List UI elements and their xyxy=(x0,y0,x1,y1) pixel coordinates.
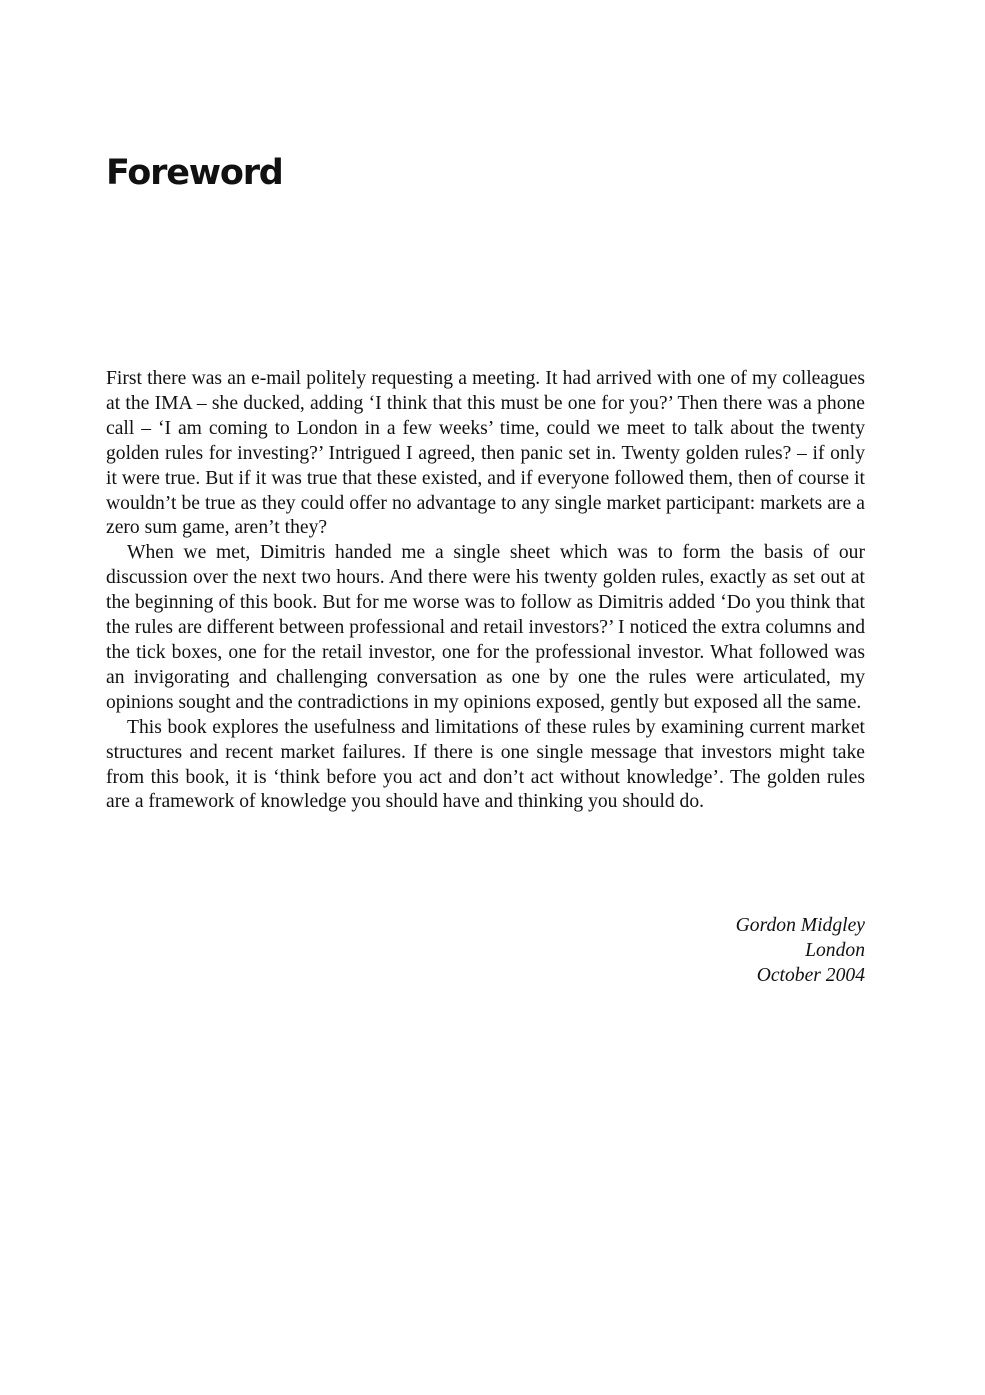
signature-date: October 2004 xyxy=(756,964,865,986)
foreword-body xyxy=(106,367,865,815)
paragraph: When we met, Dimitris handed me a single sheet which was to form the basis of our discussion over the next two hours. And there were his twenty golden rules, exactly as set out at the beginning of this book. But for me worse was to follow as Dimitris added ‘Do you think that the rules are different between professional and retail investors?’ I noticed the extra columns and the tick boxes, one for the retail investor, one for the professional investor. What followed was an invigorating and challenging conversation as one by one the rules were articulated, my opinions sought and the contradictions in my opinions exposed, gently but exposed all the same. xyxy=(106,542,865,713)
paragraph: This book explores the usefulness and limitations of these rules by examining current market structures and recent market failures. If there is one single message that investors might take from this book, it is ‘think before you act and don’t act without knowledge’. The golden rules are a framework of knowledge you should have and thinking you should do. xyxy=(106,716,865,813)
signature-block xyxy=(600,914,865,989)
signature-name: Gordon Midgley xyxy=(735,915,865,936)
signature-place: London xyxy=(805,939,865,961)
chapter-title: Foreword xyxy=(106,153,283,193)
paragraph: First there was an e-mail politely requesting a meeting. It had arrived with one of my colleagues at the IMA – she ducked, adding ‘I think that this must be one for you?’ Then there was a phone call – ‘I am coming to London in a few weeks’ time, could we meet to talk about the twenty golden rules for investing?’ Intrigued I agreed, then panic set in. Twenty golden rules? – if only it were true. But if it was true that these existed, and if everyone followed them, then of course it wouldn’t be true as they could offer no advantage to any single market participant: markets are a zero sum game, aren’t they? xyxy=(106,368,865,539)
